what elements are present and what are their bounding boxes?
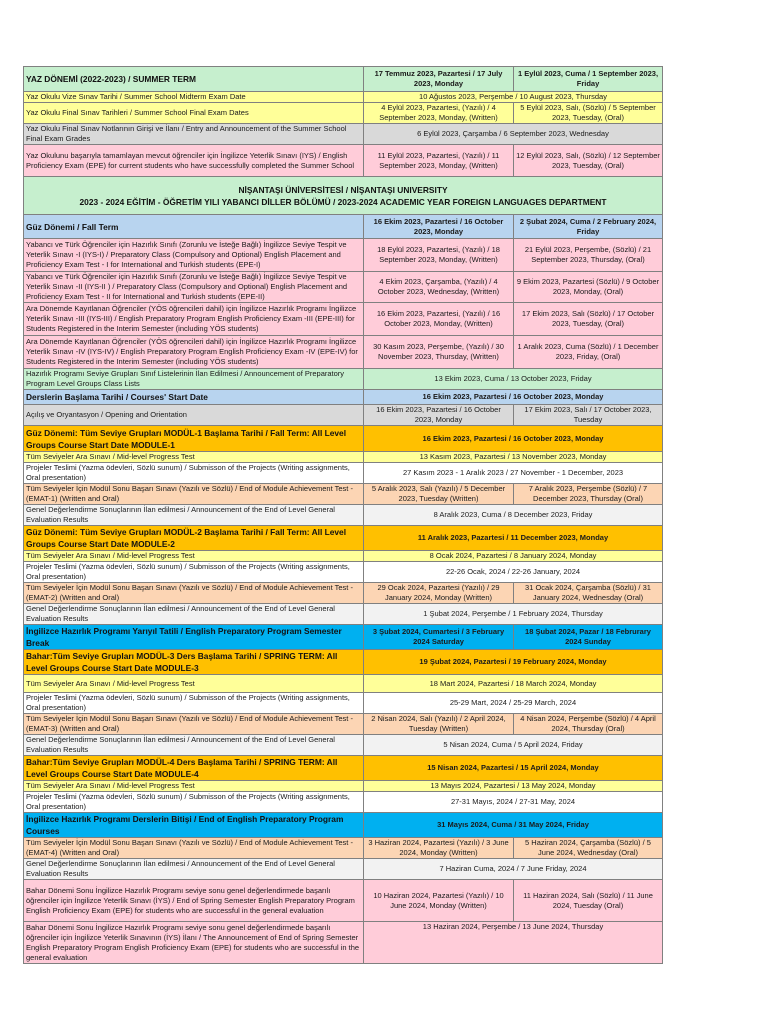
event-description: Tüm Seviyeler İçin Modül Sonu Başarı Sınavı (Yazılı ve Sözlü) / End of Module Achievement Test - (EMAT-3) (Written and Oral) (24, 714, 364, 735)
calendar-row (24, 781, 663, 792)
end-date: 21 Eylül 2023, Perşembe, (Sözlü) / 21 September 2023, Thursday, (Oral) (514, 239, 663, 272)
calendar-row (24, 714, 663, 735)
section-heading: Derslerin Başlama Tarihi / Courses' Start Date (24, 390, 364, 405)
end-date: 17 Ekim 2023, Salı (Sözlü) / 17 October 2023, Tuesday, (Oral) (514, 303, 663, 336)
event-description: Projeler Teslimi (Yazma ödevleri, Sözlü sunum) / Submisson of the Projects (Writing assignments, Oral presentation) (24, 792, 364, 813)
department-title-row (24, 177, 663, 215)
start-date: 4 Ekim 2023, Çarşamba, (Yazılı) / 4 October 2023, Wednesday, (Written) (364, 272, 514, 303)
end-date: 1 Aralık 2023, Cuma (Sözlü) / 1 December 2023, Friday, (Oral) (514, 336, 663, 369)
calendar-row (24, 526, 663, 551)
calendar-row (24, 145, 663, 177)
start-date: 11 Eylül 2023, Pazartesi, (Yazılı) / 11 September 2023, Monday, (Written) (364, 145, 514, 177)
event-date: 16 Ekim 2023, Pazartesi / 16 October 2023, Monday (364, 390, 663, 405)
calendar-row (24, 484, 663, 505)
event-description: Bahar Dönemi Sonu İngilizce Hazırlık Programı seviye sonu genel değerlendirmede başarılı öğrenciler için İngilizce Yeterlik Sınavının (İYS) İlanı / The Announcement of End of Spring Semester English Preparatory Program English Proficiency Exam (EPE) for students who are successful in the general evaluation (24, 922, 364, 964)
event-description: Genel Değerlendirme Sonuçlarının İlan edilmesi / Announcement of the End of Level General Evaluation Results (24, 859, 364, 880)
section-heading: Bahar:Tüm Seviye Grupları MODÜL-4 Ders Başlama Tarihi / SPRING TERM: All Level Groups Course Start Date MODULE-4 (24, 756, 364, 781)
event-date: 8 Aralık 2023, Cuma / 8 December 2023, Friday (364, 505, 663, 526)
end-date: 5 Haziran 2024, Çarşamba (Sözlü) / 5 June 2024, Wednesday (Oral) (514, 838, 663, 859)
calendar-row (24, 922, 663, 964)
calendar-row (24, 583, 663, 604)
event-date: 25-29 Mart, 2024 / 25-29 March, 2024 (364, 693, 663, 714)
event-description: Açılış ve Oryantasyon / Opening and Orientation (24, 405, 364, 426)
calendar-row (24, 675, 663, 693)
calendar-row (24, 756, 663, 781)
event-description: Tüm Seviyeler Ara Sınavı / Mid-level Progress Test (24, 675, 364, 693)
event-description: Bahar Dönemi Sonu İngilizce Hazırlık Programı seviye sonu genel değerlendirmede başarılı öğrenciler için İngilizce Yeterlik Sınavı (İYS) / End of Spring Semester English Preparatory Program English Proficiency Exam (EPE) for students who are successful in the general evaluation (24, 880, 364, 922)
event-date: 18 Mart 2024, Pazartesi / 18 March 2024, Monday (364, 675, 663, 693)
calendar-row (24, 369, 663, 390)
university-name: NİŞANTAŞI ÜNİVERSİTESİ / NİŞANTAŞI UNIVERSITY (238, 184, 448, 195)
end-date: 18 Şubat 2024, Pazar / 18 Februrary 2024 Sunday (514, 625, 663, 650)
calendar-row (24, 405, 663, 426)
event-date: 31 Mayıs 2024, Cuma / 31 May 2024, Friday (364, 813, 663, 838)
calendar-row (24, 452, 663, 463)
end-date: 9 Ekim 2023, Pazartesi (Sözlü) / 9 October 2023, Monday, (Oral) (514, 272, 663, 303)
calendar-row (24, 67, 663, 92)
end-date: 4 Nisan 2024, Perşembe (Sözlü) / 4 April 2024, Thursday (Oral) (514, 714, 663, 735)
event-description: Genel Değerlendirme Sonuçlarının İlan edilmesi / Announcement of the End of Level General Evaluation Results (24, 505, 364, 526)
event-description: Tüm Seviyeler İçin Modül Sonu Başarı Sınavı (Yazılı ve Sözlü) / End of Module Achievement Test - (EMAT-1) (Written and Oral) (24, 484, 364, 505)
section-heading: Güz Dönemi: Tüm Seviye Grupları MODÜL-1 Başlama Tarihi / Fall Term: All Level Groups Course Start Date MODULE-1 (24, 426, 364, 452)
department-title (24, 177, 663, 215)
calendar-body (24, 67, 663, 964)
event-description: Yabancı ve Türk Öğrenciler için Hazırlık Sınıfı (Zorunlu ve İsteğe Bağlı) İngilizce Seviye Tespit ve Yeterlik Sınavı -I (IYS-I) / Preparatory Class (Compulsory and Optional) English Placement and Proficiency Exam Test - I for International and Turkish students (EPE-I) (24, 239, 364, 272)
event-date: 7 Haziran Cuma, 2024 / 7 June Friday, 2024 (364, 859, 663, 880)
event-description: Yaz Okulu Vize Sınav Tarihi / Summer School Midterm Exam Date (24, 92, 364, 103)
event-description: Tüm Seviyeler Ara Sınavı / Mid-level Progress Test (24, 551, 364, 562)
event-description: Genel Değerlendirme Sonuçlarının İlan edilmesi / Announcement of the End of Level General Evaluation Results (24, 735, 364, 756)
calendar-row (24, 813, 663, 838)
academic-year-heading: 2023 - 2024 EĞİTİM - ÖĞRETİM YILI YABANCI DİLLER BÖLÜMÜ / 2023-2024 ACADEMIC YEAR FOREIGN LANGUAGES DEPARTMENT (79, 196, 607, 207)
calendar-row (24, 303, 663, 336)
calendar-row (24, 838, 663, 859)
event-description: Tüm Seviyeler Ara Sınavı / Mid-level Progress Test (24, 452, 364, 463)
calendar-row (24, 880, 663, 922)
start-date: 18 Eylül 2023, Pazartesi, (Yazılı) / 18 September 2023, Monday, (Written) (364, 239, 514, 272)
event-date: 22-26 Ocak, 2024 / 22-26 January, 2024 (364, 562, 663, 583)
event-description: Ara Dönemde Kayıtlanan Öğrenciler (YÖS öğrencileri dahil) için İngilizce Hazırlık Programı İngilizce Yeterlik Sınavı -III (IYS-III) / English Preparatory Program English Proficiency Exam -III (EPE-III) for Students Registered in the Interim Semester (including YÖS students) (24, 303, 364, 336)
calendar-row (24, 124, 663, 145)
section-heading: İngilizce Hazırlık Programı Derslerin Bitişi / End of English Preparatory Program Courses (24, 813, 364, 838)
event-date: 16 Ekim 2023, Pazartesi / 16 October 2023, Monday (364, 426, 663, 452)
event-description: Projeler Teslimi (Yazma ödevleri, Sözlü sunum) / Submisson of the Projects (Writing assignments, Oral presentation) (24, 693, 364, 714)
event-description: Tüm Seviyeler Ara Sınavı / Mid-level Progress Test (24, 781, 364, 792)
calendar-row (24, 426, 663, 452)
calendar-row (24, 463, 663, 484)
event-date: 5 Nisan 2024, Cuma / 5 April 2024, Friday (364, 735, 663, 756)
section-heading: YAZ DÖNEMİ (2022-2023) / SUMMER TERM (24, 67, 364, 92)
event-description: Yaz Okulu Final Sınav Tarihleri / Summer School Final Exam Dates (24, 103, 364, 124)
calendar-row (24, 625, 663, 650)
start-date: 2 Nisan 2024, Salı (Yazılı) / 2 April 2024, Tuesday (Written) (364, 714, 514, 735)
calendar-row (24, 604, 663, 625)
section-heading: Güz Dönemi: Tüm Seviye Grupları MODÜL-2 Başlama Tarihi / Fall Term: All Level Groups Course Start Date MODULE-2 (24, 526, 364, 551)
section-heading: Güz Dönemi / Fall Term (24, 215, 364, 239)
calendar-row (24, 735, 663, 756)
end-date: 12 Eylül 2023, Salı, (Sözlü) / 12 September 2023, Tuesday, (Oral) (514, 145, 663, 177)
event-description: Genel Değerlendirme Sonuçlarının İlan edilmesi / Announcement of the End of Level General Evaluation Results (24, 604, 364, 625)
start-date: 4 Eylül 2023, Pazartesi, (Yazılı) / 4 September 2023, Monday, (Written) (364, 103, 514, 124)
event-date: 11 Aralık 2023, Pazartesi / 11 December 2023, Monday (364, 526, 663, 551)
calendar-row (24, 239, 663, 272)
calendar-row (24, 650, 663, 675)
start-date: 30 Kasım 2023, Perşembe, (Yazılı) / 30 November 2023, Thursday, (Written) (364, 336, 514, 369)
event-description: Tüm Seviyeler İçin Modül Sonu Başarı Sınavı (Yazılı ve Sözlü) / End of Module Achievement Test - (EMAT-2) (Written and Oral) (24, 583, 364, 604)
event-date: 27-31 Mayıs, 2024 / 27-31 May, 2024 (364, 792, 663, 813)
event-date: 19 Şubat 2024, Pazartesi / 19 February 2024, Monday (364, 650, 663, 675)
calendar-row (24, 505, 663, 526)
event-date: 27 Kasım 2023 - 1 Aralık 2023 / 27 November - 1 December, 2023 (364, 463, 663, 484)
event-date: 1 Şubat 2024, Perşembe / 1 February 2024, Thursday (364, 604, 663, 625)
event-date: 13 Mayıs 2024, Pazartesi / 13 May 2024, Monday (364, 781, 663, 792)
end-date: 2 Şubat 2024, Cuma / 2 February 2024, Friday (514, 215, 663, 239)
event-date: 6 Eylül 2023, Çarşamba / 6 September 2023, Wednesday (364, 124, 663, 145)
event-description: Projeler Teslimi (Yazma ödevleri, Sözlü sunum) / Submisson of the Projects (Writing assignments, Oral presentation) (24, 562, 364, 583)
event-description: Yaz Okulunu başarıyla tamamlayan mevcut öğrenciler için İngilizce Yeterlik Sınavı (IYS) / English Proficiency Exam (EPE) for current students who have successfully completed the Summer School (24, 145, 364, 177)
start-date: 5 Aralık 2023, Salı (Yazılı) / 5 December 2023, Tuesday (Written) (364, 484, 514, 505)
start-date: 16 Ekim 2023, Pazartesi, (Yazılı) / 16 October 2023, Monday, (Written) (364, 303, 514, 336)
event-date: 13 Ekim 2023, Cuma / 13 October 2023, Friday (364, 369, 663, 390)
event-description: Ara Dönemde Kayıtlanan Öğrenciler (YÖS öğrencileri dahil) için İngilizce Hazırlık Programı İngilizce Yeterlik Sınavı -IV (IYS-IV) / English Preparatory Program English Proficiency Exam -IV (EPE-IV) for Students Registered in the Interim Semester (including YÖS students) (24, 336, 364, 369)
calendar-row (24, 551, 663, 562)
end-date: 17 Ekim 2023, Salı / 17 October 2023, Tuesday (514, 405, 663, 426)
end-date: 31 Ocak 2024, Çarşamba (Sözlü) / 31 January 2024, Wednesday (Oral) (514, 583, 663, 604)
calendar-row (24, 272, 663, 303)
event-date: 13 Kasım 2023, Pazartesi / 13 November 2023, Monday (364, 452, 663, 463)
end-date: 5 Eylül 2023, Salı, (Sözlü) / 5 September 2023, Tuesday, (Oral) (514, 103, 663, 124)
academic-calendar-table (23, 66, 663, 964)
calendar-row (24, 693, 663, 714)
calendar-row (24, 562, 663, 583)
event-date: 8 Ocak 2024, Pazartesi / 8 January 2024, Monday (364, 551, 663, 562)
calendar-row (24, 859, 663, 880)
event-description: Hazırlık Programı Seviye Grupları Sınıf Listelerinin İlan Edilmesi / Announcement of Preparatory Program Level Groups Class Lists (24, 369, 364, 390)
section-heading: Bahar:Tüm Seviye Grupları MODÜL-3 Ders Başlama Tarihi / SPRING TERM: All Level Groups Course Start Date MODULE-3 (24, 650, 364, 675)
calendar-row (24, 92, 663, 103)
event-date: 10 Ağustos 2023, Perşembe / 10 August 2023, Thursday (364, 92, 663, 103)
start-date: 3 Şubat 2024, Cumartesi / 3 February 2024 Saturday (364, 625, 514, 650)
start-date: 17 Temmuz 2023, Pazartesi / 17 July 2023, Monday (364, 67, 514, 92)
calendar-row (24, 390, 663, 405)
event-description: Tüm Seviyeler İçin Modül Sonu Başarı Sınavı (Yazılı ve Sözlü) / End of Module Achievement Test - (EMAT-4) (Written and Oral) (24, 838, 364, 859)
event-description: Projeler Teslimi (Yazma ödevleri, Sözlü sunum) / Submisson of the Projects (Writing assignments, Oral presentation) (24, 463, 364, 484)
start-date: 29 Ocak 2024, Pazartesi (Yazılı) / 29 January 2024, Monday (Written) (364, 583, 514, 604)
event-date: 15 Nisan 2024, Pazartesi / 15 April 2024, Monday (364, 756, 663, 781)
event-date: 13 Haziran 2024, Perşembe / 13 June 2024, Thursday (364, 922, 663, 964)
start-date: 16 Ekim 2023, Pazartesi / 16 October 2023, Monday (364, 405, 514, 426)
end-date: 7 Aralık 2023, Perşembe (Sözlü) / 7 December 2023, Thursday (Oral) (514, 484, 663, 505)
calendar-row (24, 336, 663, 369)
start-date: 3 Haziran 2024, Pazartesi (Yazılı) / 3 June 2024, Monday (Written) (364, 838, 514, 859)
start-date: 10 Haziran 2024, Pazartesi (Yazılı) / 10 June 2024, Monday (Written) (364, 880, 514, 922)
end-date: 11 Haziran 2024, Salı (Sözlü) / 11 June 2024, Tuesday (Oral) (514, 880, 663, 922)
end-date: 1 Eylül 2023, Cuma / 1 September 2023, Friday (514, 67, 663, 92)
calendar-row (24, 103, 663, 124)
event-description: Yaz Okulu Final Sınav Notlarının Girişi ve İlanı / Entry and Announcement of the Summer School Final Exam Grades (24, 124, 364, 145)
section-heading: İngilizce Hazırlık Programı Yarıyıl Tatili / English Preparatory Program Semester Break (24, 625, 364, 650)
calendar-row (24, 792, 663, 813)
start-date: 16 Ekim 2023, Pazartesi / 16 October 2023, Monday (364, 215, 514, 239)
event-description: Yabancı ve Türk Öğrenciler için Hazırlık Sınıfı (Zorunlu ve İsteğe Bağlı) İngilizce Seviye Tespit ve Yeterlik Sınavı -II (IYS-II ) / Preparatory Class (Compulsory and Optional) English Placement and Proficiency Exam Test - II for International and Turkish students (EPE-II) (24, 272, 364, 303)
calendar-row (24, 215, 663, 239)
